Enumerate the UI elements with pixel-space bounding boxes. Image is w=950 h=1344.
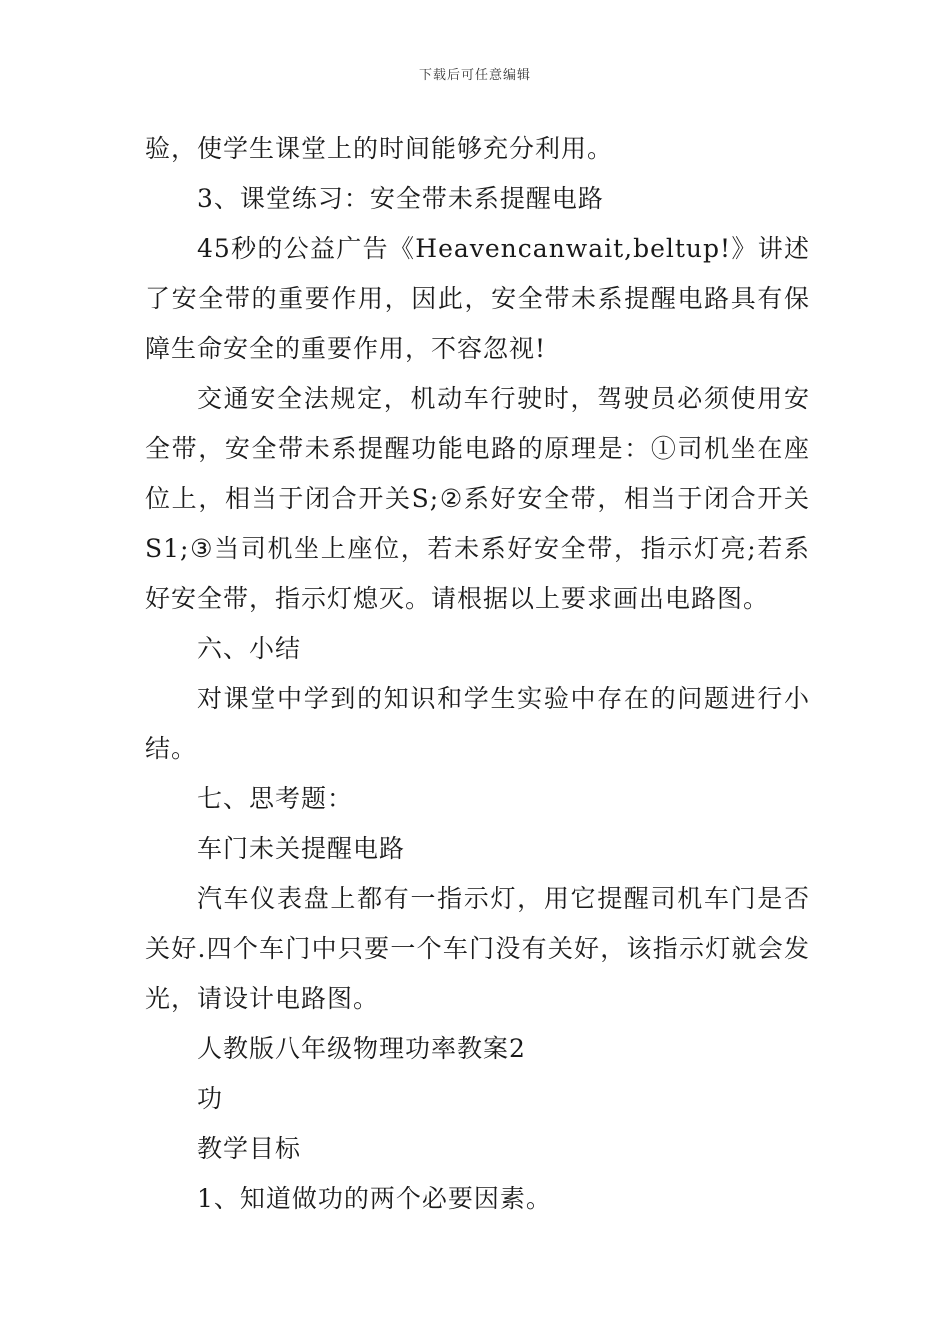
section-heading: 六、小结 [197, 634, 302, 663]
document-title: 人教版八年级物理功率教案2 [197, 1034, 526, 1063]
paragraph: 功 [197, 1084, 224, 1113]
paragraph: 交通安全法规定，机动车行驶时，驾驶员必须使用安全带，安全带未系提醒功能电路的原理是：①司机坐在座位上，相当于闭合开关S;②系好安全带，相当于闭合开关S1;③当司机坐上座位，若未系好安全带，指示灯亮;若系好安全带，指示灯熄灭。请根据以上要求画出电路图。 [145, 384, 810, 613]
page-header: 下载后可任意编辑 [418, 68, 531, 83]
paragraph: 1、知道做功的两个必要因素。 [197, 1184, 552, 1213]
section-heading: 七、思考题： [197, 784, 354, 813]
document-body [145, 124, 810, 1224]
paragraph: 教学目标 [197, 1134, 302, 1163]
paragraph: 车门未关提醒电路 [197, 834, 406, 863]
paragraph: 45秒的公益广告《Heavencanwait,beltup!》讲述了安全带的重要作用，因此，安全带未系提醒电路具有保障生命安全的重要作用，不容忽视! [145, 234, 810, 363]
paragraph: 验，使学生课堂上的时间能够充分利用。 [145, 134, 614, 163]
paragraph: 3、课堂练习：安全带未系提醒电路 [197, 184, 604, 213]
paragraph: 对课堂中学到的知识和学生实验中存在的问题进行小结。 [145, 684, 810, 763]
paragraph: 汽车仪表盘上都有一指示灯，用它提醒司机车门是否关好.四个车门中只要一个车门没有关好，该指示灯就会发光，请设计电路图。 [145, 884, 810, 1013]
